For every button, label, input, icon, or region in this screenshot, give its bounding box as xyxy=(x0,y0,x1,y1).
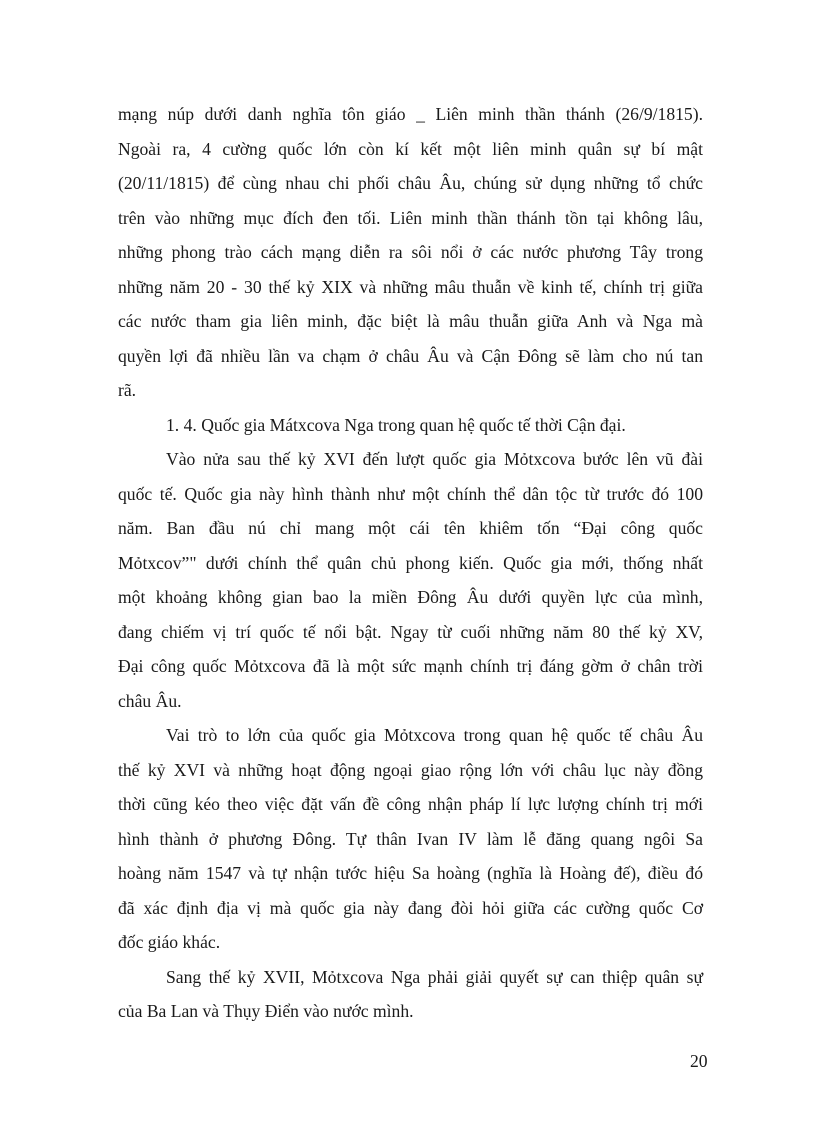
page-number: 20 xyxy=(690,1051,708,1071)
text-line: những năm 20 - 30 thế kỷ XIX và những mâu thuẫn về kinh tế, chính trị giữa xyxy=(118,276,703,297)
text-line: thời cũng kéo theo việc đặt vấn đề công nhận pháp lí lực lượng chính trị mới xyxy=(118,794,703,814)
text-line: hoàng năm 1547 và tự nhận tước hiệu Sa hoàng (nghĩa là Hoàng đế), điều đó xyxy=(118,863,703,883)
text-line: đang chiếm vị trí quốc tế nổi bật. Ngay từ cuối những năm 80 thế kỷ XV, xyxy=(118,621,703,642)
document-body xyxy=(118,97,703,1029)
text-line: Vào nửa sau thế kỷ XVI đến lượt quốc gia Mỏtxcova bước lên vũ đài xyxy=(166,449,703,469)
paragraph xyxy=(118,718,703,960)
paragraph xyxy=(118,97,703,408)
text-line: quyền lợi đã nhiều lần va chạm ở châu Âu và Cận Đông sẽ làm cho nú tan xyxy=(118,345,703,366)
text-line: một khoảng không gian bao la miền Đông Âu dưới quyền lực của mình, xyxy=(118,587,703,607)
text-line: trên vào những mục đích đen tối. Liên minh thần thánh tồn tại không lâu, xyxy=(118,207,703,228)
text-line: mạng núp dưới danh nghĩa tôn giáo _ Liên minh thần thánh (26/9/1815). xyxy=(118,104,703,124)
text-line: đốc giáo khác. xyxy=(118,932,221,952)
section-heading xyxy=(118,408,703,443)
text-line: năm. Ban đầu nú chỉ mang một cái tên khiêm tốn “Đại công quốc xyxy=(118,518,703,538)
text-line: Vai trò to lớn của quốc gia Mỏtxcova trong quan hệ quốc tế châu Âu xyxy=(166,725,703,745)
paragraph xyxy=(118,960,703,1029)
text-line: Đại công quốc Mỏtxcova đã là một sức mạnh chính trị đáng gờm ở chân trời xyxy=(118,656,703,676)
text-line: quốc tế. Quốc gia này hình thành như một chính thể dân tộc từ trước đó 100 xyxy=(118,483,703,504)
text-line: những phong trào cách mạng diễn ra sôi nổi ở các nước phương Tây trong xyxy=(118,242,703,262)
text-line: Mỏtxcov”" dưới chính thể quân chủ phong kiến. Quốc gia mới, thống nhất xyxy=(118,552,703,573)
section-heading-text: 1. 4. Quốc gia Mátxcova Nga trong quan hệ quốc tế thời Cận đại. xyxy=(166,414,626,435)
text-line: Sang thế kỷ XVII, Mỏtxcova Nga phải giải quyết sự can thiệp quân sự xyxy=(166,966,703,987)
text-line: hình thành ở phương Đông. Tự thân Ivan IV làm lễ đăng quang ngôi Sa xyxy=(118,828,703,849)
text-line: (20/11/1815) để cùng nhau chi phối châu Âu, chúng sử dụng những tổ chức xyxy=(118,173,703,193)
text-line: các nước tham gia liên minh, đặc biệt là mâu thuẫn giữa Anh và Nga mà xyxy=(118,311,703,331)
text-line: đã xác định địa vị mà quốc gia này đang đòi hỏi giữa các cường quốc Cơ xyxy=(118,897,703,918)
text-line: của Ba Lan và Thụy Điển vào nước mình. xyxy=(118,1001,414,1021)
text-line: rã. xyxy=(118,380,137,400)
text-line: châu Âu. xyxy=(118,690,182,711)
text-line: Ngoài ra, 4 cường quốc lớn còn kí kết một liên minh quân sự bí mật xyxy=(118,138,703,159)
paragraph xyxy=(118,442,703,718)
text-line: thế kỷ XVI và những hoạt động ngoại giao rộng lớn với châu lục này đồng xyxy=(118,759,703,780)
